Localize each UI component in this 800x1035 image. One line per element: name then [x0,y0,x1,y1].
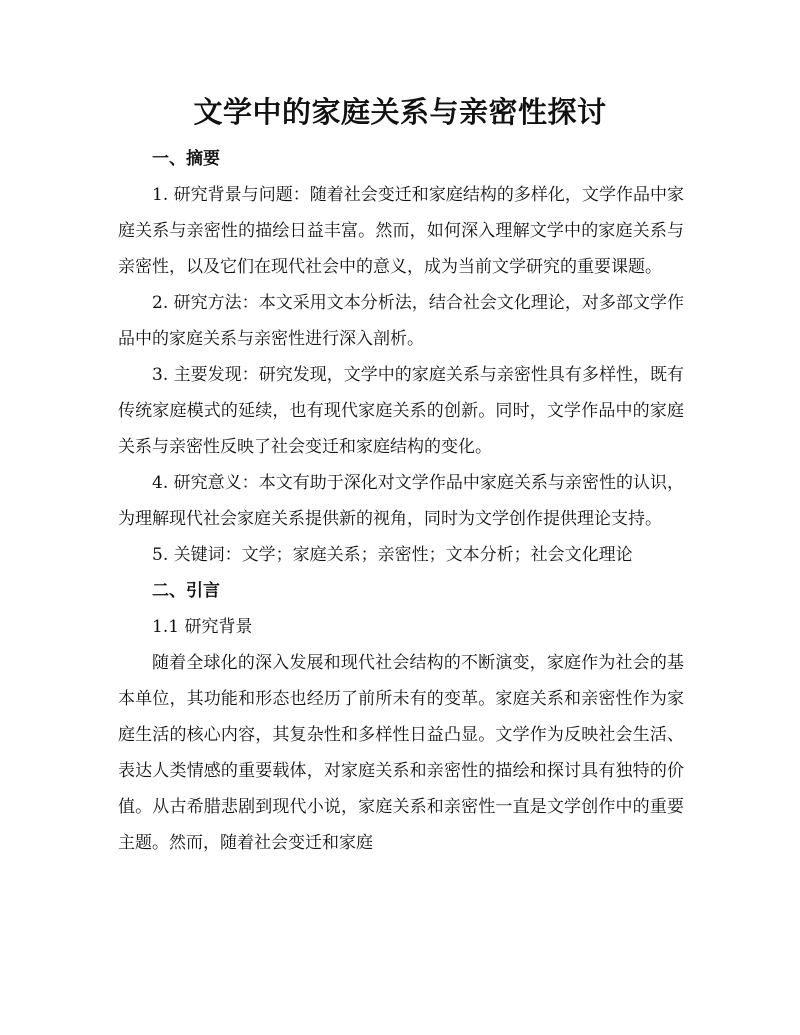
intro-heading: 二、引言 [152,581,220,601]
abstract-item-1: 1. 研究背景与问题：随着社会变迁和家庭结构的多样化，文学作品中家庭关系与亲密性的描绘日益丰富。然而，如何深入理解文学中的家庭关系与亲密性，以及它们在现代社会中的意义，成为当前文学研究的重要课题。 [118,185,684,277]
abstract-item-3: 3. 主要发现：研究发现，文学中的家庭关系与亲密性具有多样性，既有传统家庭模式的延续，也有现代家庭关系的创新。同时，文学作品中的家庭关系与亲密性反映了社会变迁和家庭结构的变化。 [118,365,684,457]
intro-subheading: 1.1 研究背景 [152,617,253,637]
abstract-heading: 一、摘要 [152,149,220,169]
document-title: 文学中的家庭关系与亲密性探讨 [193,95,607,129]
intro-paragraph: 随着全球化的深入发展和现代社会结构的不断演变，家庭作为社会的基本单位，其功能和形态也经历了前所未有的变革。家庭关系和亲密性作为家庭生活的核心内容，其复杂性和多样性日益凸显。文学作为反映社会生活、表达人类情感的重要载体，对家庭关系和亲密性的描绘和探讨具有独特的价值。从古希腊悲剧到现代小说，家庭关系和亲密性一直是文学创作中的重要主题。然而，随着社会变迁和家庭 [118,653,684,853]
abstract-item-2: 2. 研究方法：本文采用文本分析法，结合社会文化理论，对多部文学作品中的家庭关系与亲密性进行深入剖析。 [118,293,684,349]
document-body [118,141,684,861]
abstract-item-4: 4. 研究意义：本文有助于深化对文学作品中家庭关系与亲密性的认识，为理解现代社会家庭关系提供新的视角，同时为文学创作提供理论支持。 [118,473,684,529]
abstract-item-5: 5. 关键词：文学；家庭关系；亲密性；文本分析；社会文化理论 [152,545,633,565]
